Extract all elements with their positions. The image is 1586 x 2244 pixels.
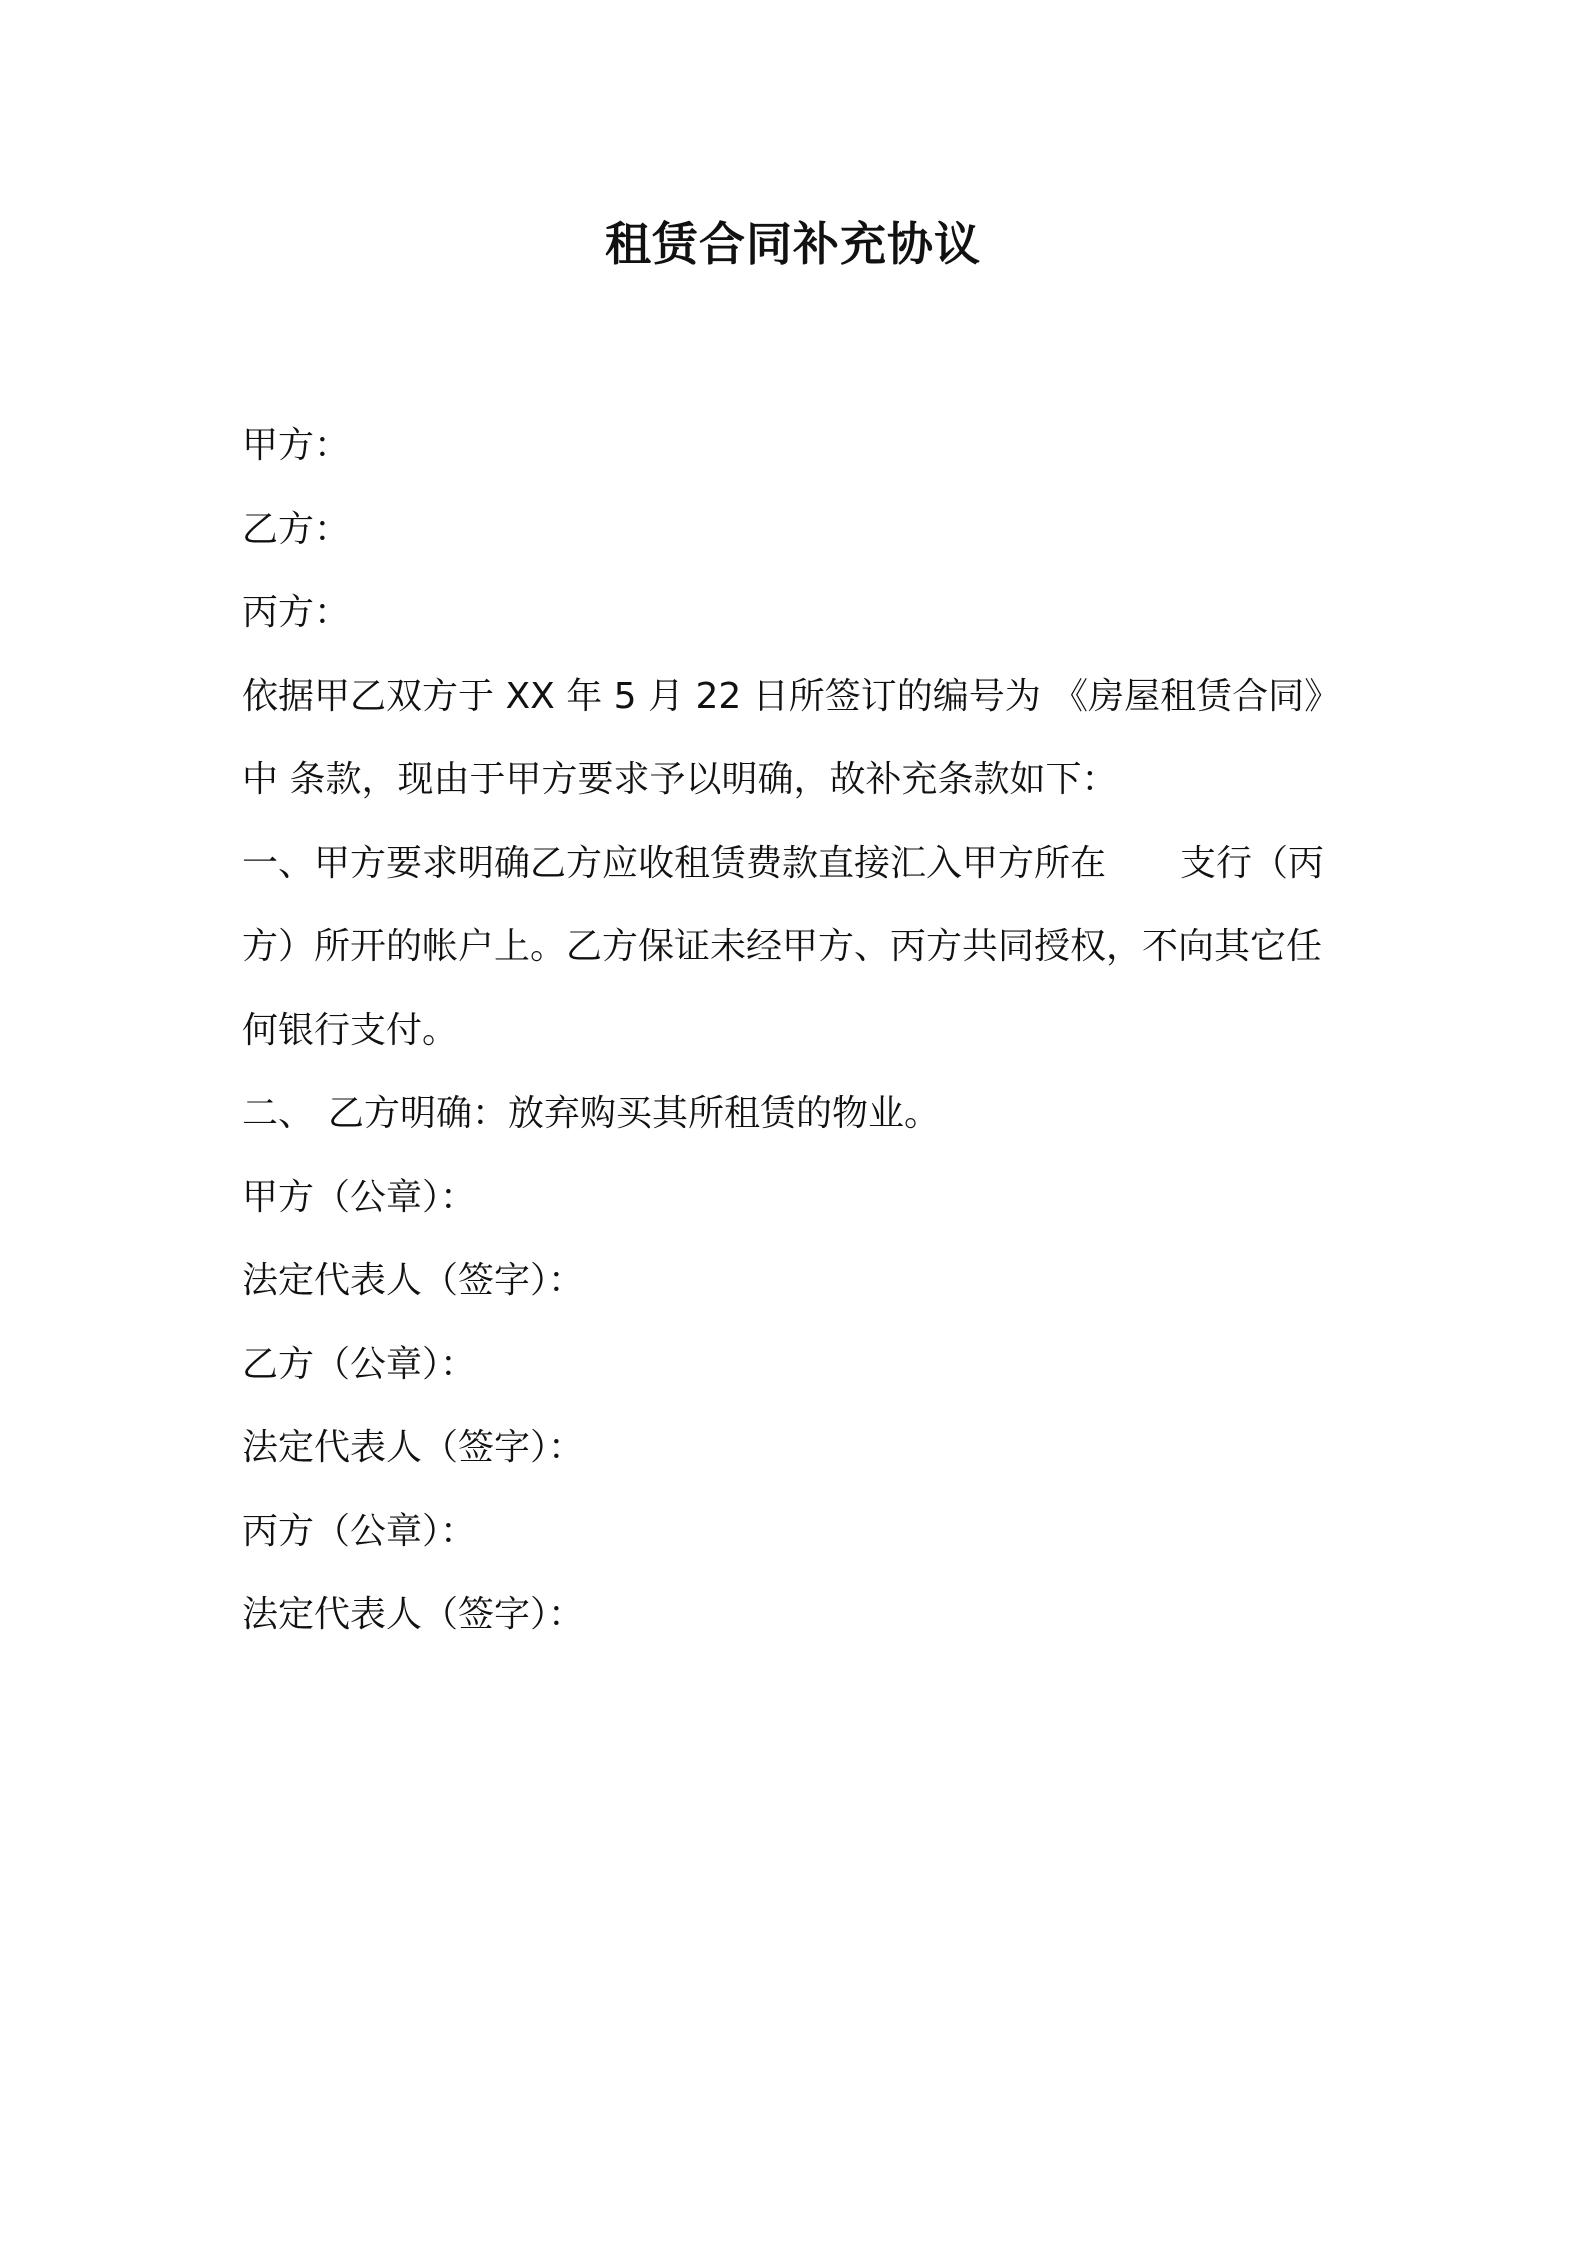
- clause-2-line: [242, 1072, 1356, 1156]
- party-b-seal-line: 乙方（公章）：: [242, 1343, 477, 1385]
- party-b-line: 乙方：: [242, 508, 351, 550]
- clause-1-line-1-part-2: 支行（丙: [1180, 842, 1325, 884]
- document-body: [242, 404, 1356, 1657]
- clause-2-number: 二、: [242, 1093, 315, 1134]
- clause-1-line-2: 方）所开的帐户上。乙方保证未经甲方、丙方共同授权，不向其它任: [242, 926, 1323, 967]
- clause-1-line-3: 何银行支付。: [242, 1009, 459, 1051]
- clause-2-text: 乙方明确：放弃购买其所租赁的物业。: [328, 1093, 941, 1134]
- clause-1-line-1: [242, 822, 1356, 906]
- party-c-line: 丙方：: [242, 592, 351, 633]
- clause-1-line-1-part-1: 一、甲方要求明确乙方应收租赁费款直接汇入甲方所在: [242, 842, 1107, 884]
- party-a-seal-line: 甲方（公章）：: [242, 1176, 477, 1218]
- party-b-rep-line: 法定代表人（签字）：: [242, 1427, 585, 1468]
- intro-line-2: 中 条款，现由于甲方要求予以明确，故补充条款如下：: [242, 759, 1118, 800]
- intro-line-1: 依据甲乙双方于 XX 年 5 月 22 日所签订的编号为 《房屋租赁合同》: [242, 675, 1341, 717]
- party-c-rep-line: 法定代表人（签字）：: [242, 1594, 585, 1635]
- party-a-line: 甲方：: [242, 425, 351, 466]
- party-a-rep-line: 法定代表人（签字）：: [242, 1260, 585, 1301]
- party-c-seal-line: 丙方（公章）：: [242, 1510, 477, 1552]
- document-title: 租赁合同补充协议: [605, 217, 981, 271]
